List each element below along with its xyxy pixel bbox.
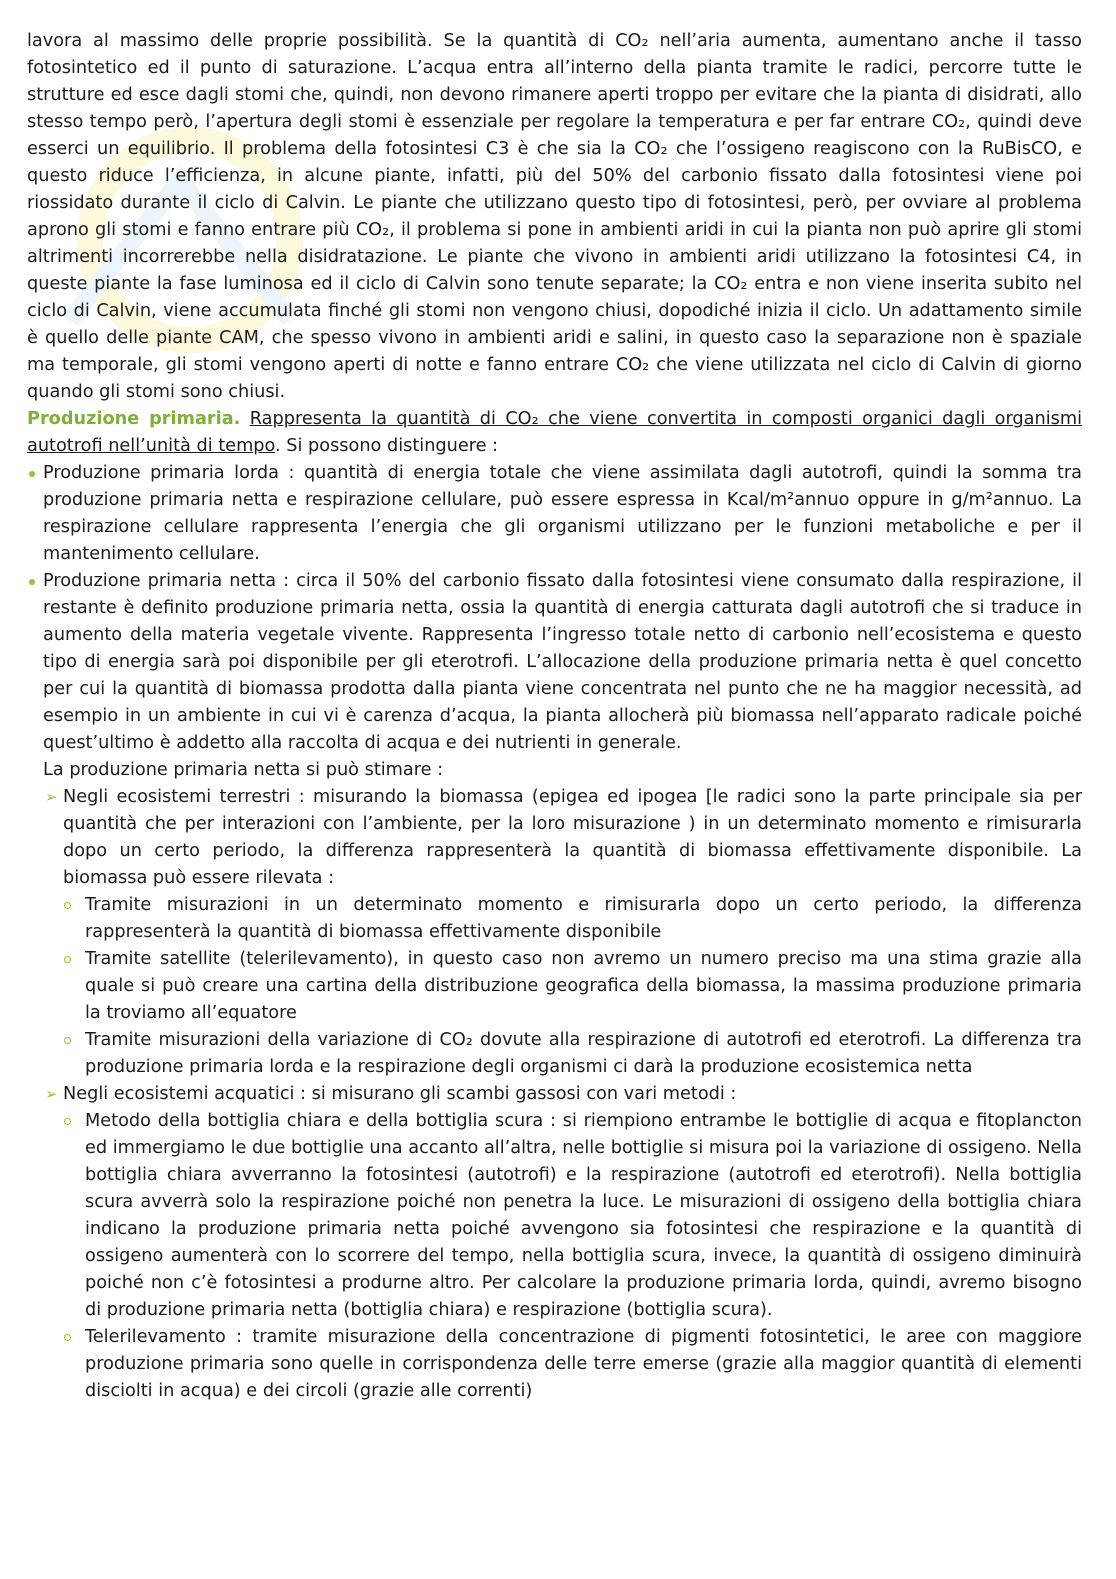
section-title: Produzione primaria. xyxy=(27,409,241,429)
method-item xyxy=(27,1324,1082,1405)
method-item xyxy=(27,1027,1082,1081)
estimate-list xyxy=(27,784,1082,1405)
list-item-text: Negli ecosistemi terrestri : misurando la biomassa (epigea ed ipogea [le radici sono la parte principale sia per quantità che per interazioni con l’ambiente, per la loro misurazione ) in un determinato momento e rimisurarla dopo un certo periodo, la differenza rappresenterà la quantità di biomassa effettivamente disponibile. La biomassa può essere rilevata : xyxy=(63,787,1082,888)
list-item-text: Produzione primaria netta : circa il 50% del carbonio fissato dalla fotosintesi viene consumato dalla respirazione, il restante è definito produzione primaria netta, ossia la quantità di energia catturata dagli autotrofi che si traduce in aumento della materia vegetale vivente. Rappresenta l’ingresso totale netto di carbonio nell’ecosistema e questo tipo di energia sarà poi disponibile per gli eterotrofi. L’allocazione della produzione primaria netta è quel concetto per cui la quantità di biomassa prodotta dalla pianta viene concentrata nel punto che ne ha maggior necessità, ad esempio in un ambiente in cui vi è carenza d’acqua, la pianta allocherà più biomassa nell’apparato radicale poiché quest’ultimo è addetto alla raccolta di acqua e dei nutrienti in generale. xyxy=(43,571,1082,753)
method-item xyxy=(27,1108,1082,1324)
section-intro xyxy=(27,406,1082,460)
list-item-aquatic xyxy=(27,1081,1082,1405)
primary-production-list xyxy=(27,460,1082,757)
method-text: Metodo della bottiglia chiara e della bottiglia scura : si riempiono entrambe le bottiglie di acqua e fitoplancton ed immergiamo le due bottiglie una accanto all’altra, nelle bottiglie si misura poi la variazione di ossigeno. Nella bottiglia chiara avverranno la fotosintesi (autotrofi) e la respirazione (autotrofi ed eterotrofi). Nella bottiglia scura avverrà solo la respirazione poiché non penetra la luce. Le misurazioni di ossigeno della bottiglia chiara indicano la produzione primaria netta poiché avvengono sia fotosintesi che respirazione e la quantità di ossigeno aumenterà con lo scorrere del tempo, nella bottiglia scura, invece, la quantità di ossigeno diminuirà poiché non c’è fotosintesi a produrne altro. Per calcolare la produzione primaria lorda, quindi, avremo bisogno di produzione primaria netta (bottiglia chiara) e respirazione (bottiglia scura). xyxy=(85,1111,1082,1320)
section-definition: Rappresenta la quantità di CO₂ che viene convertita in composti organici dagli organismi autotrofi nell’unità di tempo xyxy=(27,409,1082,456)
method-text: Tramite misurazioni in un determinato momento e rimisurarla dopo un certo periodo, la differenza rappresenterà la quantità di biomassa effettivamente disponibile xyxy=(85,895,1082,942)
method-text: Tramite misurazioni della variazione di CO₂ dovute alla respirazione di autotrofi ed eterotrofi. La differenza tra produzione primaria lorda e la respirazione degli organismi ci darà la produzione ecosistemica netta xyxy=(85,1030,1082,1077)
list-item-net-production xyxy=(27,568,1082,757)
ring-bullet-icon xyxy=(64,1037,71,1044)
arrow-bullet-icon: ➢ xyxy=(45,788,58,806)
estimate-intro: La produzione primaria netta si può stimare : xyxy=(43,760,444,780)
aquatic-methods-list xyxy=(27,1108,1082,1405)
method-item xyxy=(27,946,1082,1027)
intro-paragraph: lavora al massimo delle proprie possibilità. Se la quantità di CO₂ nell’aria aumenta, aumentano anche il tasso fotosintetico ed il punto di saturazione. L’acqua entra all’interno della pianta tramite le radici, percorre tutte le strutture ed esce dagli stomi che, quindi, non devono rimanere aperti troppo per evitare che la pianta di disidrati, allo stesso tempo però, l’apertura degli stomi è essenziale per regolare la temperatura e per far entrare CO₂, quindi deve esserci un equilibrio. Il problema della fotosintesi C3 è che sia la CO₂ che l’ossigeno reagiscono con la RuBisCO, e questo riduce l’efficienza, in alcune piante, infatti, più del 50% del carbonio fissato dalla fotosintesi viene poi riossidato durante il ciclo di Calvin. Le piante che utilizzano questo tipo di fotosintesi, però, per ovviare al problema aprono gli stomi e fanno entrare più CO₂, il problema si pone in ambienti aridi in cui la pianta non può aprire gli stomi altrimenti incorrerebbe nella disidratazione. Le piante che vivono in ambienti aridi utilizzano la fotosintesi C4, in queste piante la fase luminosa ed il ciclo di Calvin sono tenute separate; la CO₂ entra e non viene inserita subito nel ciclo di Calvin, viene accumulata finché gli stomi non vengono chiusi, dopodiché inizia il ciclo. Un adattamento simile è quello delle piante CAM, che spesso vivono in ambienti aridi e salini, in questo caso la separazione non è spaziale ma temporale, gli stomi vengono aperti di notte e fanno entrare CO₂ che viene utilizzata nel ciclo di Calvin di giorno quando gli stomi sono chiusi. xyxy=(27,31,1082,402)
arrow-bullet-icon: ➢ xyxy=(45,1085,58,1103)
method-text: Tramite satellite (telerilevamento), in questo caso non avremo un numero preciso ma una stima grazie alla quale si può creare una cartina della distribuzione geografica della biomassa, la massima produzione primaria la troviamo all’equatore xyxy=(85,949,1082,1023)
terrestrial-methods-list xyxy=(27,892,1082,1081)
list-item-text: Produzione primaria lorda : quantità di energia totale che viene assimilata dagli autotrofi, quindi la somma tra produzione primaria netta e respirazione cellulare, può essere espressa in Kcal/m²annuo oppure in g/m²annuo. La respirazione cellulare rappresenta l’energia che gli organismi utilizzano per le funzioni metaboliche e per il mantenimento cellulare. xyxy=(43,463,1082,564)
list-item-text: Negli ecosistemi acquatici : si misurano gli scambi gassosi con vari metodi : xyxy=(63,1084,737,1104)
list-item-gross-production xyxy=(27,460,1082,568)
ring-bullet-icon xyxy=(64,902,71,909)
document-page xyxy=(27,28,1082,1405)
section-after-definition: . Si possono distinguere : xyxy=(275,436,499,456)
method-text: Telerilevamento : tramite misurazione della concentrazione di pigmenti fotosintetici, le aree con maggiore produzione primaria sono quelle in corrispondenza delle terre emerse (grazie alla maggior quantità di elementi disciolti in acqua) e dei circoli (grazie alle correnti) xyxy=(85,1327,1082,1401)
ring-bullet-icon xyxy=(64,1334,71,1341)
ring-bullet-icon xyxy=(64,1118,71,1125)
method-item xyxy=(27,892,1082,946)
ring-bullet-icon xyxy=(64,956,71,963)
list-item-terrestrial xyxy=(27,784,1082,1081)
